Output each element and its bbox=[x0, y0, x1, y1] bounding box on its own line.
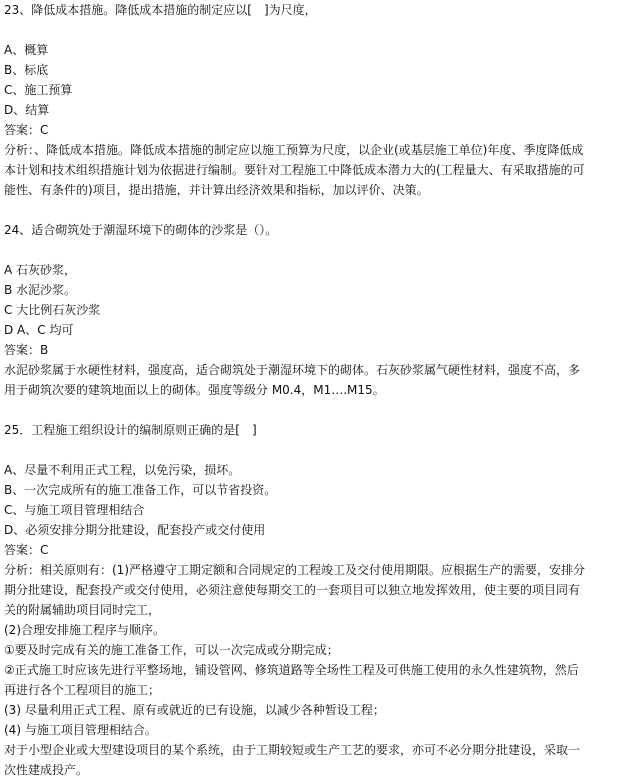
q25-analysis-9: (4) 与施工项目管理相结合。 bbox=[4, 723, 157, 737]
q23-line-1: 23、降低成本措施。降低成本措施的制定应以[ ]为尺度， bbox=[4, 3, 317, 17]
q24-option-c: C 大比例石灰沙浆 bbox=[4, 303, 101, 317]
q24-analysis-1: 水泥砂浆属于水硬性材料，强度高，适合砌筑处于潮湿环境下的砌体。石灰砂浆属气硬性材料，强度不高，多 bbox=[4, 363, 581, 377]
q24-answer: 答案：B bbox=[4, 343, 49, 357]
q23-option-d: D、结算 bbox=[4, 103, 50, 117]
q25-option-a: A、尽量不利用正式工程，以免污染，损坏。 bbox=[4, 463, 241, 477]
q25-analysis-1: 分析：相关原则有：(1)严格遵守工期定额和合同规定的工程竣工及交付使用期限。应根据生产的需要，安排分 bbox=[4, 563, 586, 577]
q25-analysis-2: 期分批建设，配套投产或交付使用，必须注意使每期交工的一套项目可以独立地发挥效用，使主要的项目同有 bbox=[4, 583, 581, 597]
q24-analysis-2: 用于砌筑次要的建筑地面以上的砌体。强度等级分 M0.4，M1….M15。 bbox=[4, 383, 385, 397]
q23-option-a: A、概算 bbox=[4, 43, 49, 57]
q25-analysis-11: 次性建成投产。 bbox=[4, 763, 89, 777]
q25-analysis-3: 关的附属辅助项目同时完工， bbox=[4, 603, 161, 617]
q25-line-1: 25．工程施工组织设计的编制原则正确的是[ ] bbox=[4, 423, 257, 437]
q25-option-b: B、一次完成所有的施工准备工作，可以节省投资。 bbox=[4, 483, 277, 497]
q23-analysis-1: 分析：、降低成本措施。降低成本措施的制定应以施工预算为尺度，以企业(或基层施工单位)年度、季度降低成 bbox=[4, 143, 584, 157]
q25-analysis-8: (3) 尽量利用正式工程、原有或就近的已有设施，以减少各种暂设工程； bbox=[4, 703, 385, 717]
q23-analysis-2: 本计划和技术组织措施计划为依据进行编制。要针对工程施工中降低成本潜力大的(工程量大、有采取措施的可 bbox=[4, 163, 585, 177]
q25-analysis-6: ②正式施工时应该先进行平整场地，铺设管网、修筑道路等全场性工程及可供施工使用的永久性建筑物，然后 bbox=[4, 663, 579, 677]
q25-analysis-10: 对于小型企业或大型建设项目的某个系统，由于工期较短或生产工艺的要求，亦可不必分期分批建设，采取一 bbox=[4, 743, 581, 757]
q23-option-c: C、施工预算 bbox=[4, 83, 73, 97]
q24-option-d: D A、C 均可 bbox=[4, 323, 74, 337]
q24-line-1: 24、适合砌筑处于潮湿环境下的砌体的沙浆是（）。 bbox=[4, 223, 278, 237]
q25-analysis-7: 再进行各个工程项目的施工； bbox=[4, 683, 161, 697]
q25-option-d: D、必须安排分期分批建设，配套投产或交付使用 bbox=[4, 523, 266, 537]
q25-answer: 答案：C bbox=[4, 543, 49, 557]
q24-option-a: A 石灰砂浆， bbox=[4, 263, 77, 277]
q23-answer: 答案：C bbox=[4, 123, 49, 137]
q25-analysis-5: ①要及时完成有关的施工准备工作，可以一次完成或分期完成； bbox=[4, 643, 339, 657]
q24-option-b: B 水泥沙浆。 bbox=[4, 283, 77, 297]
q23-analysis-3: 能性、有条件的)项目，提出措施，并计算出经济效果和指标，加以评价、决策。 bbox=[4, 183, 429, 197]
q25-analysis-4: (2)合理安排施工程序与顺序。 bbox=[4, 623, 165, 637]
q23-option-b: B、标底 bbox=[4, 63, 49, 77]
q25-option-c: C、与施工项目管理相结合 bbox=[4, 503, 145, 517]
